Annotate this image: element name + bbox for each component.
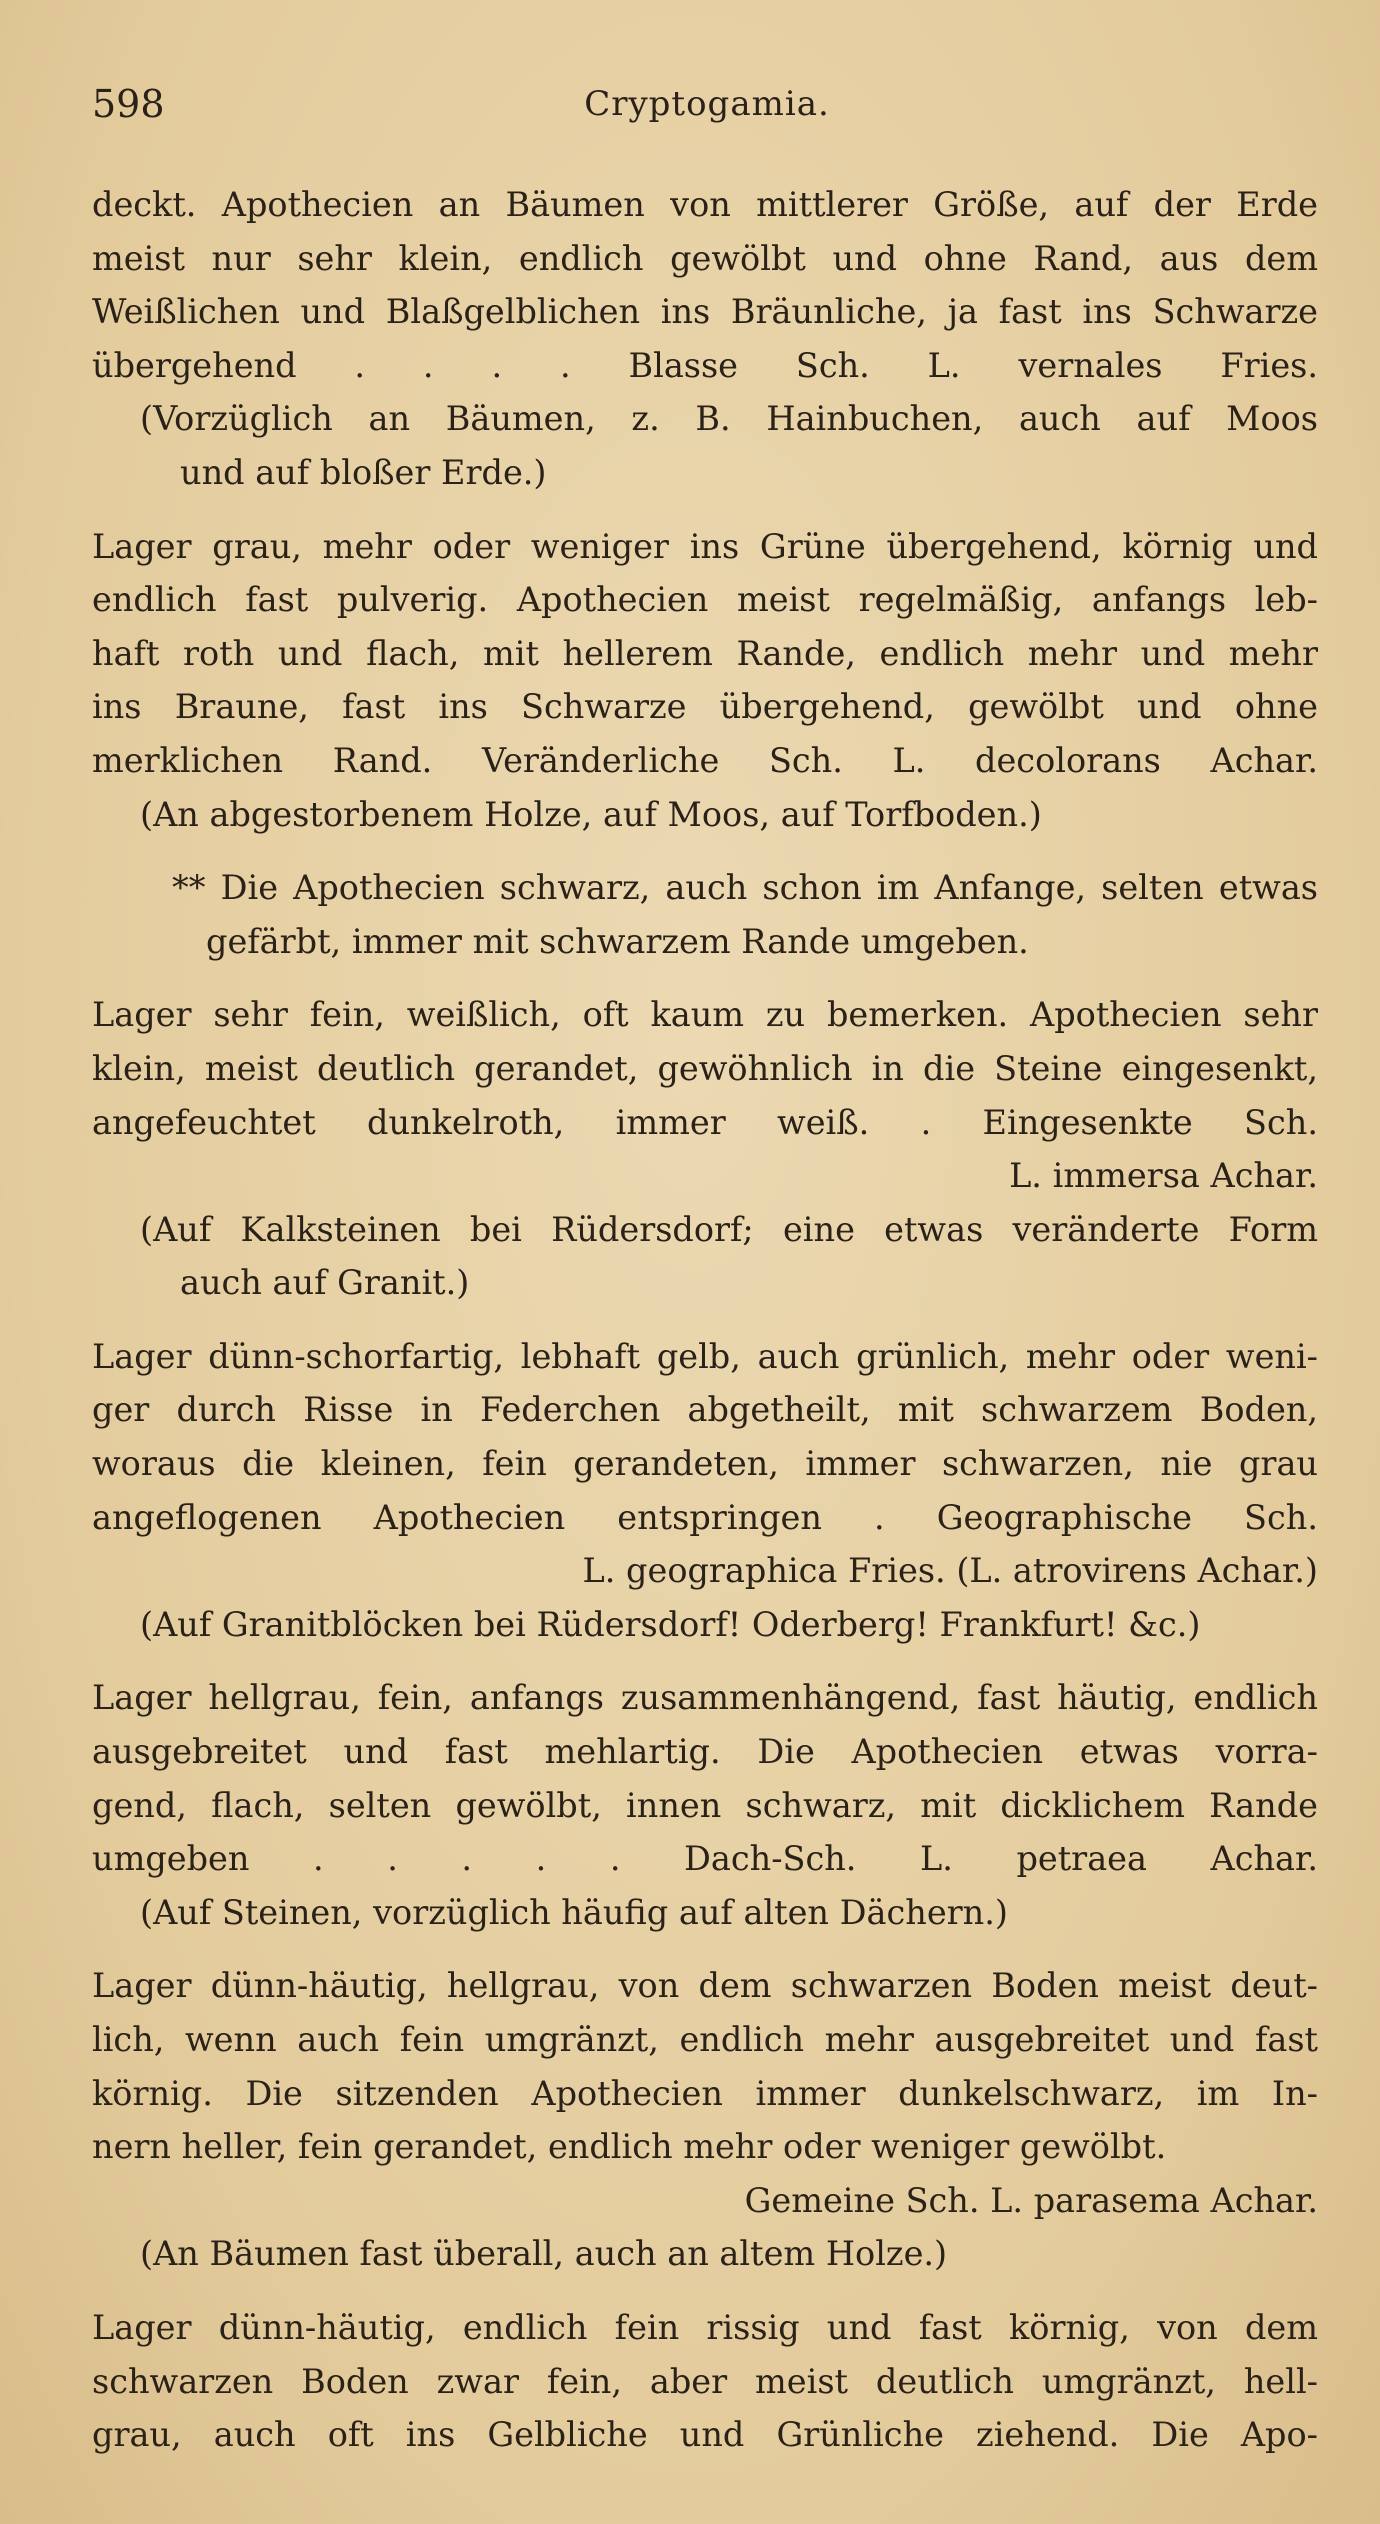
text-line: (An abgestorbenem Holze, auf Moos, auf Torfboden.) bbox=[140, 794, 1042, 834]
text-line: L. geographica Fries. (L. atrovirens Achar.) bbox=[582, 1551, 1318, 1591]
text-line: Lager sehr fein, weißlich, oft kaum zu bemerken. Apothecien sehr bbox=[92, 995, 1318, 1035]
habitat-note bbox=[92, 1886, 1318, 1940]
text-line: endlich fast pulverig. Apothecien meist regelmäßig, anfangs leb- bbox=[92, 580, 1318, 620]
body-text bbox=[92, 178, 1318, 2462]
text-line: ger durch Risse in Federchen abgetheilt, mit schwarzem Boden, bbox=[92, 1390, 1318, 1430]
text-line: (An Bäumen fast überall, auch an altem Holze.) bbox=[140, 2234, 948, 2274]
text-line: körnig. Die sitzenden Apothecien immer dunkelschwarz, im In- bbox=[92, 2073, 1318, 2113]
text-line: (Auf Granitblöcken bei Rüdersdorf! Oderberg! Frankfurt! &c.) bbox=[140, 1604, 1201, 1644]
text-line: (Auf Steinen, vorzüglich häufig auf alten Dächern.) bbox=[140, 1892, 1008, 1932]
text-line: deckt. Apothecien an Bäumen von mittlerer Größe, auf der Erde bbox=[92, 185, 1318, 224]
entry-vernales bbox=[92, 178, 1318, 392]
entry-geographica bbox=[92, 1330, 1318, 1598]
running-head: Cryptogamia. bbox=[584, 84, 830, 124]
entry-parasema bbox=[92, 1959, 1318, 2227]
text-line: angeflogenen Apothecien entspringen . Geographische Sch. bbox=[92, 1497, 1318, 1537]
text-line: auch auf Granit.) bbox=[180, 1263, 470, 1303]
text-line: Weißlichen und Blaßgelblichen ins Bräunliche, ja fast ins Schwarze bbox=[92, 292, 1318, 332]
text-line: ins Braune, fast ins Schwarze übergehend, gewölbt und ohne bbox=[92, 687, 1318, 727]
text-line: schwarzen Boden zwar fein, aber meist deutlich umgränzt, hell- bbox=[92, 2361, 1318, 2401]
text-line: merklichen Rand. Veränderliche Sch. L. decolorans Achar. bbox=[92, 740, 1318, 780]
text-line: gefärbt, immer mit schwarzem Rande umgeben. bbox=[206, 921, 1029, 961]
text-line: L. immersa Achar. bbox=[1009, 1156, 1318, 1196]
habitat-note bbox=[92, 1203, 1318, 1310]
entry-immersa bbox=[92, 988, 1318, 1202]
text-line: Lager dünn-häutig, endlich fein rissig und fast körnig, von dem bbox=[92, 2307, 1318, 2347]
text-line: klein, meist deutlich gerandet, gewöhnlich in die Steine eingesenkt, bbox=[92, 1048, 1318, 1088]
entry-decolorans bbox=[92, 520, 1318, 788]
text-line: nern heller, fein gerandet, endlich mehr oder weniger gewölbt. bbox=[92, 2127, 1167, 2167]
text-line: umgeben . . . . . Dach-Sch. L. petraea Achar. bbox=[92, 1839, 1318, 1879]
entry-next bbox=[92, 2301, 1318, 2462]
text-line: ausgebreitet und fast mehlartig. Die Apothecien etwas vorra- bbox=[92, 1732, 1318, 1772]
page-header bbox=[92, 82, 1322, 142]
text-line: haft roth und flach, mit hellerem Rande, endlich mehr und mehr bbox=[92, 633, 1318, 673]
section-heading bbox=[92, 861, 1318, 968]
text-line: ** Die Apothecien schwarz, auch schon im Anfange, selten etwas bbox=[172, 868, 1318, 908]
text-line: woraus die kleinen, fein gerandeten, immer schwarzen, nie grau bbox=[92, 1444, 1318, 1484]
text-line: Lager dünn-schorfartig, lebhaft gelb, auch grünlich, mehr oder weni- bbox=[92, 1336, 1318, 1376]
text-line: (Vorzüglich an Bäumen, z. B. Hainbuchen, auch auf Moos bbox=[140, 399, 1318, 439]
text-line: angefeuchtet dunkelroth, immer weiß. . Eingesenkte Sch. bbox=[92, 1102, 1318, 1142]
text-line: (Auf Kalksteinen bei Rüdersdorf; eine etwas veränderte Form bbox=[140, 1209, 1318, 1249]
page-number: 598 bbox=[92, 82, 165, 126]
habitat-note bbox=[92, 2227, 1318, 2281]
text-line: Gemeine Sch. L. parasema Achar. bbox=[744, 2180, 1318, 2220]
text-line: und auf bloßer Erde.) bbox=[180, 452, 547, 492]
text-line: meist nur sehr klein, endlich gewölbt und ohne Rand, aus dem bbox=[92, 238, 1318, 278]
text-line: übergehend . . . . Blasse Sch. L. vernales Fries. bbox=[92, 345, 1318, 385]
text-line: Lager dünn-häutig, hellgrau, von dem schwarzen Boden meist deut- bbox=[92, 1966, 1318, 2006]
text-line: gend, flach, selten gewölbt, innen schwarz, mit dicklichem Rande bbox=[92, 1785, 1318, 1825]
text-line: grau, auch oft ins Gelbliche und Grünliche ziehend. Die Apo- bbox=[92, 2415, 1318, 2455]
habitat-note bbox=[92, 1598, 1318, 1652]
habitat-note bbox=[92, 392, 1318, 499]
text-line: Lager hellgrau, fein, anfangs zusammenhängend, fast häutig, endlich bbox=[92, 1678, 1318, 1718]
text-line: Lager grau, mehr oder weniger ins Grüne übergehend, körnig und bbox=[92, 526, 1318, 566]
habitat-note bbox=[92, 788, 1318, 842]
text-line: lich, wenn auch fein umgränzt, endlich mehr ausgebreitet und fast bbox=[92, 2020, 1318, 2059]
entry-petraea bbox=[92, 1671, 1318, 1885]
